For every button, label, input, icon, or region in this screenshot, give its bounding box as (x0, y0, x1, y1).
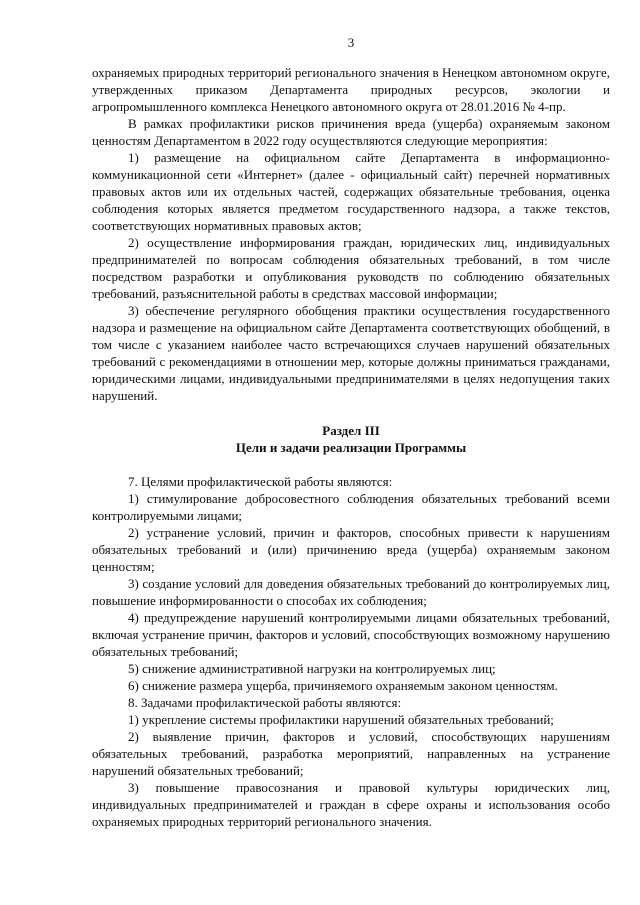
paragraph-goals-intro: 7. Целями профилактической работы являются: (128, 474, 393, 489)
list-item-measure-2: 2) осуществление информирования граждан, юридических лиц, индивидуальных предпринимателей по вопросам соблюдения обязательных требований, в том числе посредством разработки и опубликования руководств по соблюдению обязательных требований, разъяснительной работы в средствах массовой информации; (92, 235, 610, 301)
list-item-task-2: 2) выявление причин, факторов и условий, способствующих нарушениям обязательных требований, разработка мероприятий, направленных на устранение нарушений обязательных требований; (92, 729, 610, 778)
page-number: 3 (347, 35, 355, 50)
list-item-goal-2: 2) устранение условий, причин и факторов, способных привести к нарушениям обязательных требований и (или) причинению вреда (ущерба) охраняемым законом ценностям; (92, 525, 610, 574)
section-spacer (92, 456, 610, 473)
section-label: Раздел III (322, 423, 380, 438)
list-item-goal-6: 6) снижение размера ущерба, причиняемого охраняемым законом ценностям. (128, 678, 558, 693)
paragraph-measures-intro: В рамках профилактики рисков причинения вреда (ущерба) охраняемым законом ценностям Департаментом в 2022 году осуществляются следующие мероприятия: (92, 116, 610, 148)
list-item-measure-1: 1) размещение на официальном сайте Департамента в информационно-коммуникационной сети «Интернет» (далее - официальный сайт) перечней нормативных правовых актов или их отдельных частей, содержащих обязательные требования, оценка соблюдения которых является предметом государственного надзора, а также текстов, соответствующих нормативных правовых актов; (92, 150, 610, 233)
paragraph-tasks-intro: 8. Задачами профилактической работы являются: (128, 695, 402, 710)
list-item-goal-4: 4) предупреждение нарушений контролируемыми лицами обязательных требований, включая устранение причин, факторов и условий, способствующих возможному нарушению обязательных требований; (92, 610, 610, 659)
paragraph-continuation: охраняемых природных территорий регионального значения в Ненецком автономном округе, утвержденных приказом Департамента природных ресурсов, экологии и агропромышленного комплекса Ненецкого автономного округа от 28.01.2016 № 4-пр. (92, 65, 610, 114)
list-item-goal-3: 3) создание условий для доведения обязательных требований до контролируемых лиц, повышение информированности о способах их соблюдения; (92, 576, 610, 608)
list-item-measure-3: 3) обеспечение регулярного обобщения практики осуществления государственного надзора и размещение на официальном сайте Департамента соответствующих обобщений, в том числе с указанием наиболее часто встречающихся случаев нарушений обязательных требований с рекомендациями в отношении мер, которые должны приниматься гражданами, юридическими лицами, индивидуальными предпринимателями в целях недопущения таких нарушений. (92, 303, 610, 403)
list-item-goal-5: 5) снижение административной нагрузки на контролируемых лиц; (128, 661, 496, 676)
section-title: Цели и задачи реализации Программы (235, 440, 467, 455)
list-item-task-3: 3) повышение правосознания и правовой культуры юридических лиц, индивидуальных предпринимателей и граждан в сфере охраны и использования особо охраняемых природных территорий регионального значения. (92, 780, 610, 829)
document-page (92, 34, 610, 830)
list-item-goal-1: 1) стимулирование добросовестного соблюдения обязательных требований всеми контролируемыми лицами; (92, 491, 610, 523)
list-item-task-1: 1) укрепление системы профилактики нарушений обязательных требований; (128, 712, 554, 727)
